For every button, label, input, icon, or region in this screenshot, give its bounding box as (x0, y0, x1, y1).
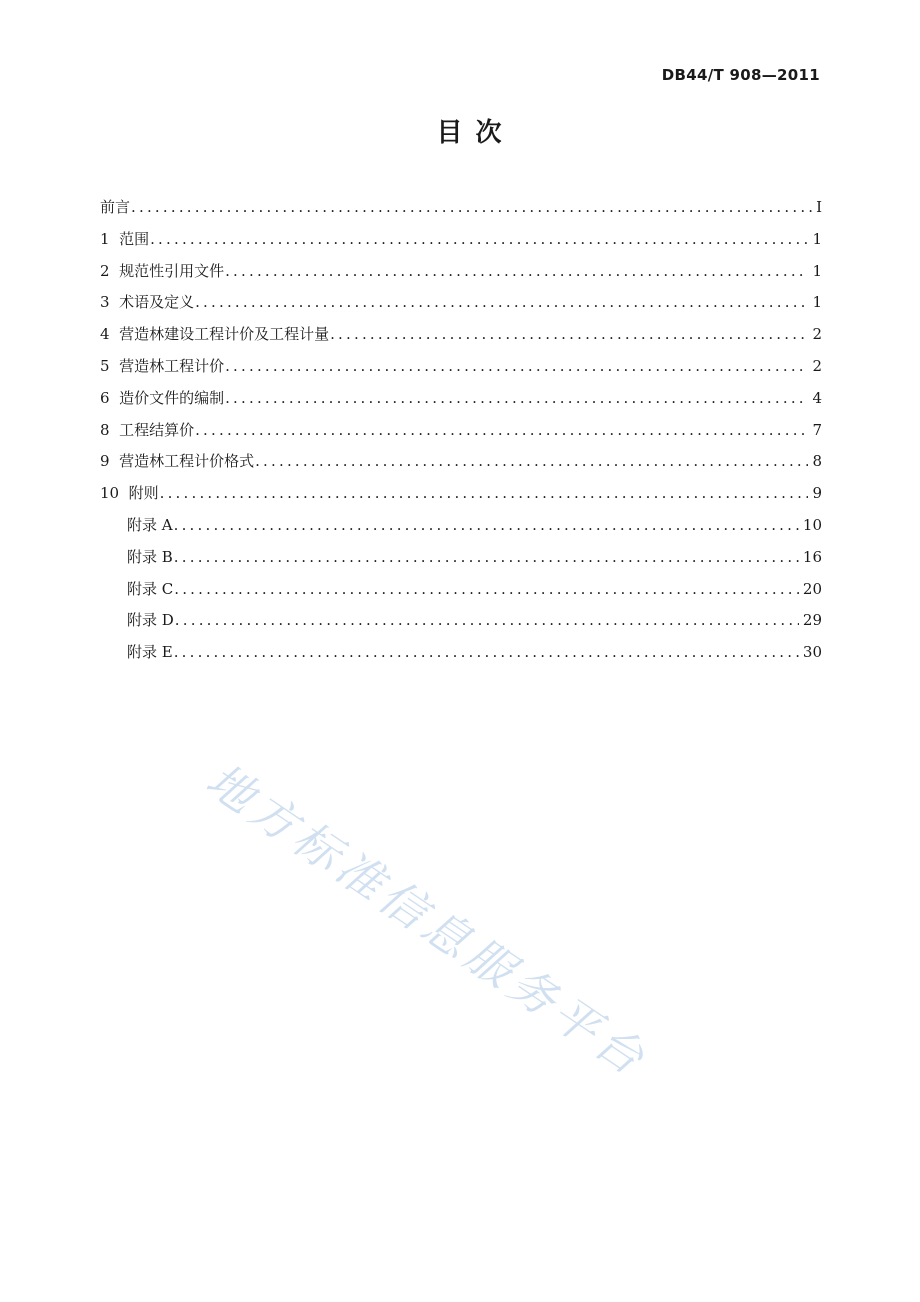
toc-entry-settlement-price[interactable] (100, 419, 822, 451)
toc-entry-label: 2 规范性引用文件 (100, 261, 225, 280)
toc-leader-dots (225, 389, 808, 407)
document-code: DB44/T 908—2011 (661, 66, 820, 84)
toc-entry-appendix-e[interactable] (100, 641, 822, 673)
toc-entry-normative-references[interactable] (100, 260, 822, 292)
toc-leader-dots (131, 198, 812, 216)
toc-entry-page: 9 (812, 484, 822, 503)
toc-entry-preface[interactable] (100, 196, 822, 228)
toc-entry-page: 1 (812, 261, 822, 280)
toc-leader-dots (174, 516, 799, 534)
toc-entry-appendix-a[interactable] (100, 514, 822, 546)
toc-leader-dots (174, 643, 799, 661)
toc-entry-page: 16 (802, 547, 822, 566)
toc-entry-page: 30 (802, 643, 822, 662)
toc-leader-dots (255, 452, 808, 470)
toc-entry-label: 附录 D (127, 611, 174, 630)
toc-entry-label: 前言 (100, 198, 131, 216)
toc-entry-label: 6 造价文件的编制 (100, 388, 225, 407)
toc-entry-page: 1 (812, 293, 822, 312)
toc-entry-supplementary[interactable] (100, 482, 822, 514)
toc-entry-page: 2 (812, 325, 822, 344)
toc-entry-label: 10 附则 (100, 484, 159, 503)
toc-entry-cost-documents[interactable] (100, 387, 822, 419)
toc-entry-label: 9 营造林工程计价格式 (100, 452, 255, 471)
table-of-contents (100, 196, 822, 673)
toc-entry-label: 附录 B (127, 547, 173, 566)
toc-entry-scope[interactable] (100, 228, 822, 260)
toc-entry-terms-definitions[interactable] (100, 291, 822, 323)
toc-leader-dots (225, 357, 808, 375)
watermark: 地方标准信息服务平台 (196, 752, 659, 1089)
toc-entry-label: 5 营造林工程计价 (100, 356, 225, 375)
toc-leader-dots (330, 325, 808, 343)
toc-entry-label: 附录 A (127, 515, 173, 534)
toc-leader-dots (174, 580, 799, 598)
toc-leader-dots (175, 611, 799, 629)
toc-entry-label: 附录 C (127, 579, 174, 598)
toc-leader-dots (225, 262, 808, 280)
toc-leader-dots (195, 421, 808, 439)
toc-entry-pricing-format[interactable] (100, 450, 822, 482)
toc-entry-page: 1 (812, 229, 822, 248)
toc-entry-appendix-c[interactable] (100, 578, 822, 610)
toc-entry-label: 附录 E (127, 643, 173, 662)
toc-entry-pricing-measurement[interactable] (100, 323, 822, 355)
toc-leader-dots (150, 230, 808, 248)
toc-entry-label: 3 术语及定义 (100, 293, 195, 312)
toc-entry-page: 8 (812, 452, 822, 471)
toc-entry-page: 4 (812, 388, 822, 407)
toc-entry-appendix-d[interactable] (100, 609, 822, 641)
toc-leader-dots (195, 293, 808, 311)
toc-entry-appendix-b[interactable] (100, 546, 822, 578)
toc-entry-label: 4 营造林建设工程计价及工程计量 (100, 325, 330, 344)
toc-entry-page: I (816, 198, 822, 216)
toc-entry-page: 29 (802, 611, 822, 630)
toc-leader-dots (174, 548, 799, 566)
toc-entry-page: 2 (812, 356, 822, 375)
toc-entry-engineering-pricing[interactable] (100, 355, 822, 387)
toc-entry-page: 7 (812, 420, 822, 439)
toc-entry-page: 10 (802, 515, 822, 534)
toc-entry-label: 1 范围 (100, 229, 150, 248)
page-title: 目 次 (436, 118, 504, 148)
toc-entry-label: 8 工程结算价 (100, 420, 195, 439)
toc-leader-dots (160, 484, 809, 502)
toc-entry-page: 20 (802, 579, 822, 598)
